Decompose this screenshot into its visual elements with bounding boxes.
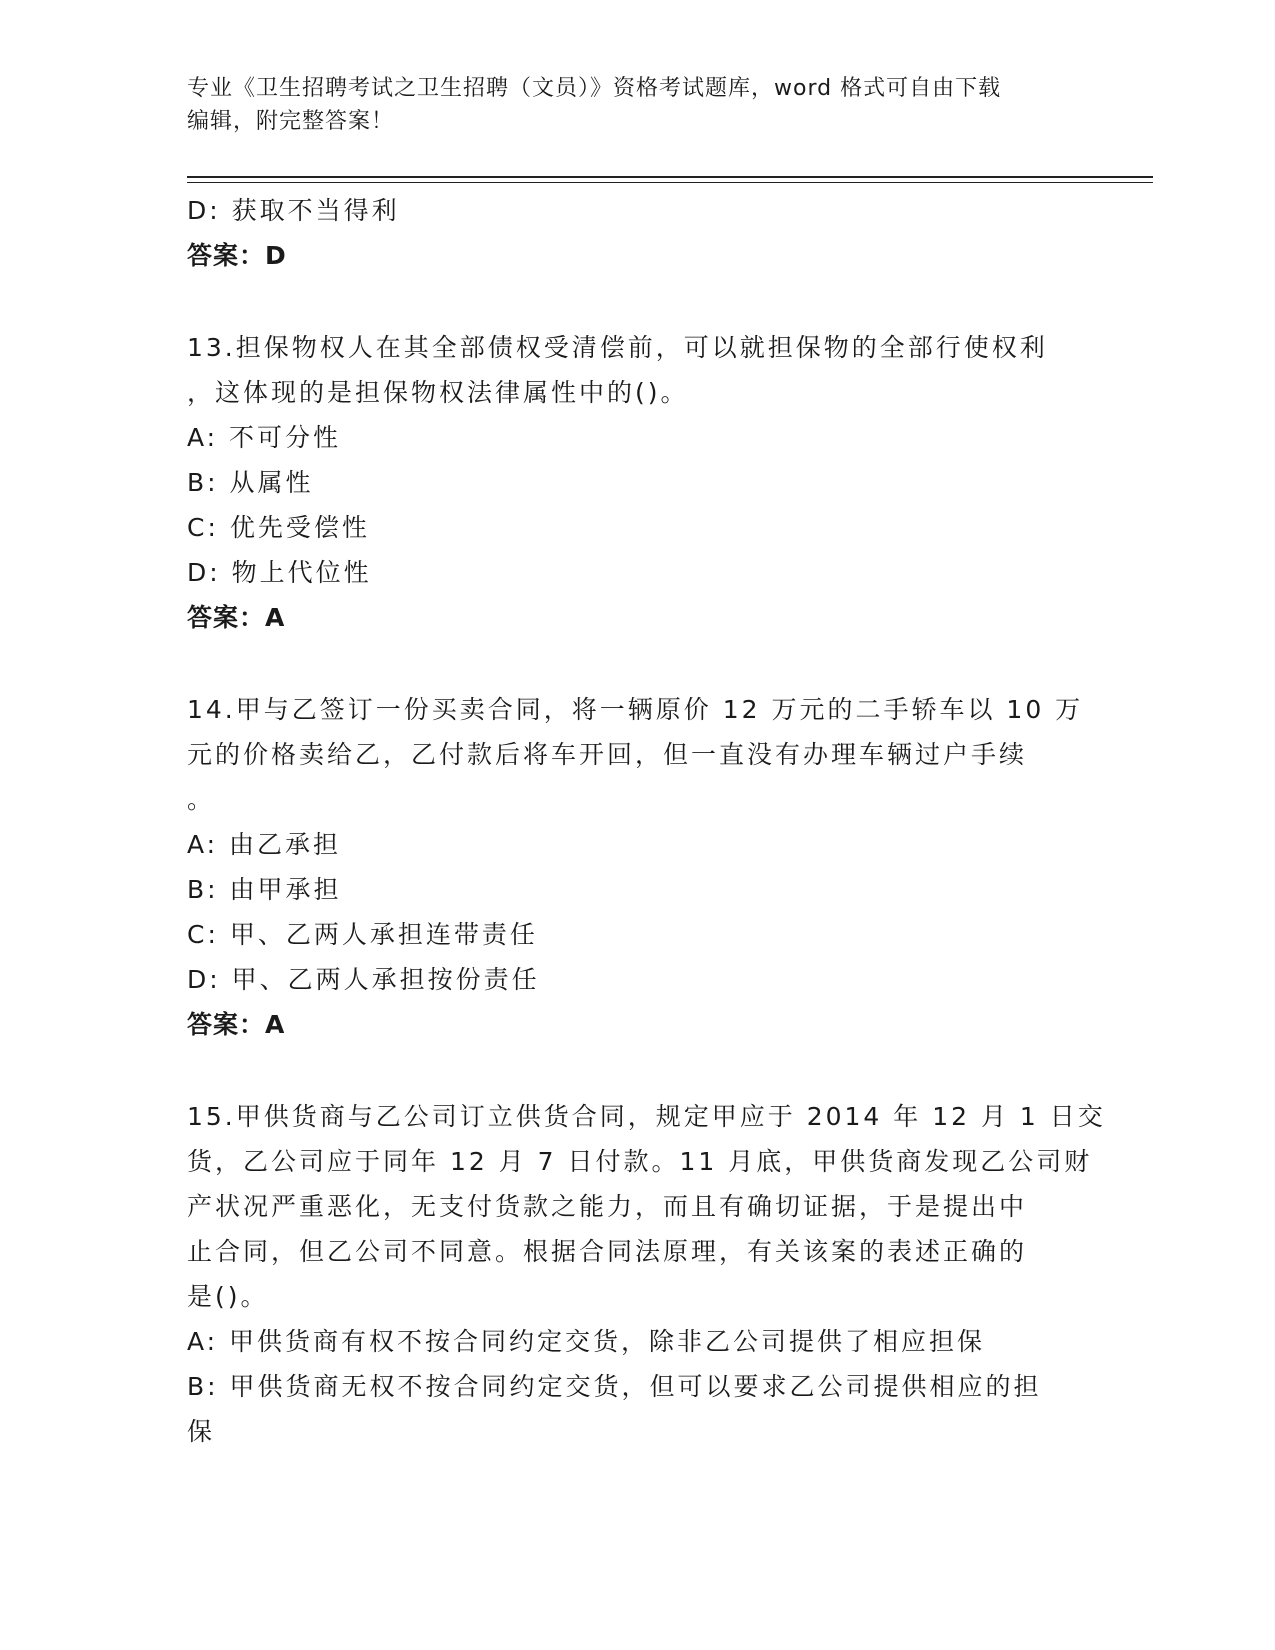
question-text-line: 14.甲与乙签订一份买卖合同，将一辆原价 12 万元的二手轿车以 10 万 <box>187 695 1084 724</box>
option-b: B: 由甲承担 <box>187 875 342 904</box>
answer-line: 答案：A <box>187 1010 286 1039</box>
spacer <box>187 1047 1087 1094</box>
option-a: A: 由乙承担 <box>187 830 342 859</box>
question-15 <box>187 1094 1106 1454</box>
question-text-line: 是()。 <box>187 1282 269 1311</box>
option-a: A: 甲供货商有权不按合同约定交货，除非乙公司提供了相应担保 <box>187 1327 986 1356</box>
question-13 <box>187 325 1087 640</box>
spacer <box>187 278 1087 325</box>
question-text-line: 货，乙公司应于同年 12 月 7 日付款。11 月底，甲供货商发现乙公司财 <box>187 1147 1093 1176</box>
option-b: B: 从属性 <box>187 468 314 497</box>
header-divider-thin <box>187 182 1153 183</box>
question-text-line: 产状况严重恶化，无支付货款之能力，而且有确切证据，于是提出中 <box>187 1192 1028 1221</box>
question-text-line: 元的价格卖给乙，乙付款后将车开回，但一直没有办理车辆过户手续 <box>187 740 1028 769</box>
previous-question-tail <box>187 188 1087 278</box>
header-line-2: 编辑，附完整答案！ <box>187 109 395 134</box>
option-a: A: 不可分性 <box>187 423 342 452</box>
document-body <box>187 188 1106 1454</box>
question-14 <box>187 687 1087 1047</box>
spacer <box>187 640 1087 687</box>
header-line-1: 专业《卫生招聘考试之卫生招聘（文员）》资格考试题库，word 格式可自由下载 <box>187 76 1002 101</box>
document-header <box>187 72 1087 138</box>
question-text-line: 15.甲供货商与乙公司订立供货合同，规定甲应于 2014 年 12 月 1 日交 <box>187 1102 1106 1131</box>
option-d: D: 甲、乙两人承担按份责任 <box>187 965 540 994</box>
option-b: B: 甲供货商无权不按合同约定交货，但可以要求乙公司提供相应的担 <box>187 1372 1042 1401</box>
option-d: D: 物上代位性 <box>187 558 372 587</box>
option-c: C: 优先受偿性 <box>187 513 370 542</box>
option-d: D: 获取不当得利 <box>187 196 400 225</box>
header-divider-thick <box>187 176 1153 178</box>
option-c: C: 甲、乙两人承担连带责任 <box>187 920 538 949</box>
question-text-line: 13.担保物权人在其全部债权受清偿前，可以就担保物的全部行使权利 <box>187 333 1048 362</box>
option-b-continued: 保 <box>187 1417 216 1446</box>
question-text-line: 止合同，但乙公司不同意。根据合同法原理，有关该案的表述正确的 <box>187 1237 1028 1266</box>
answer-line: 答案：A <box>187 603 286 632</box>
question-text-line: 。 <box>187 785 216 814</box>
question-text-line: ，这体现的是担保物权法律属性中的()。 <box>187 378 689 407</box>
answer-line: 答案：D <box>187 241 287 270</box>
